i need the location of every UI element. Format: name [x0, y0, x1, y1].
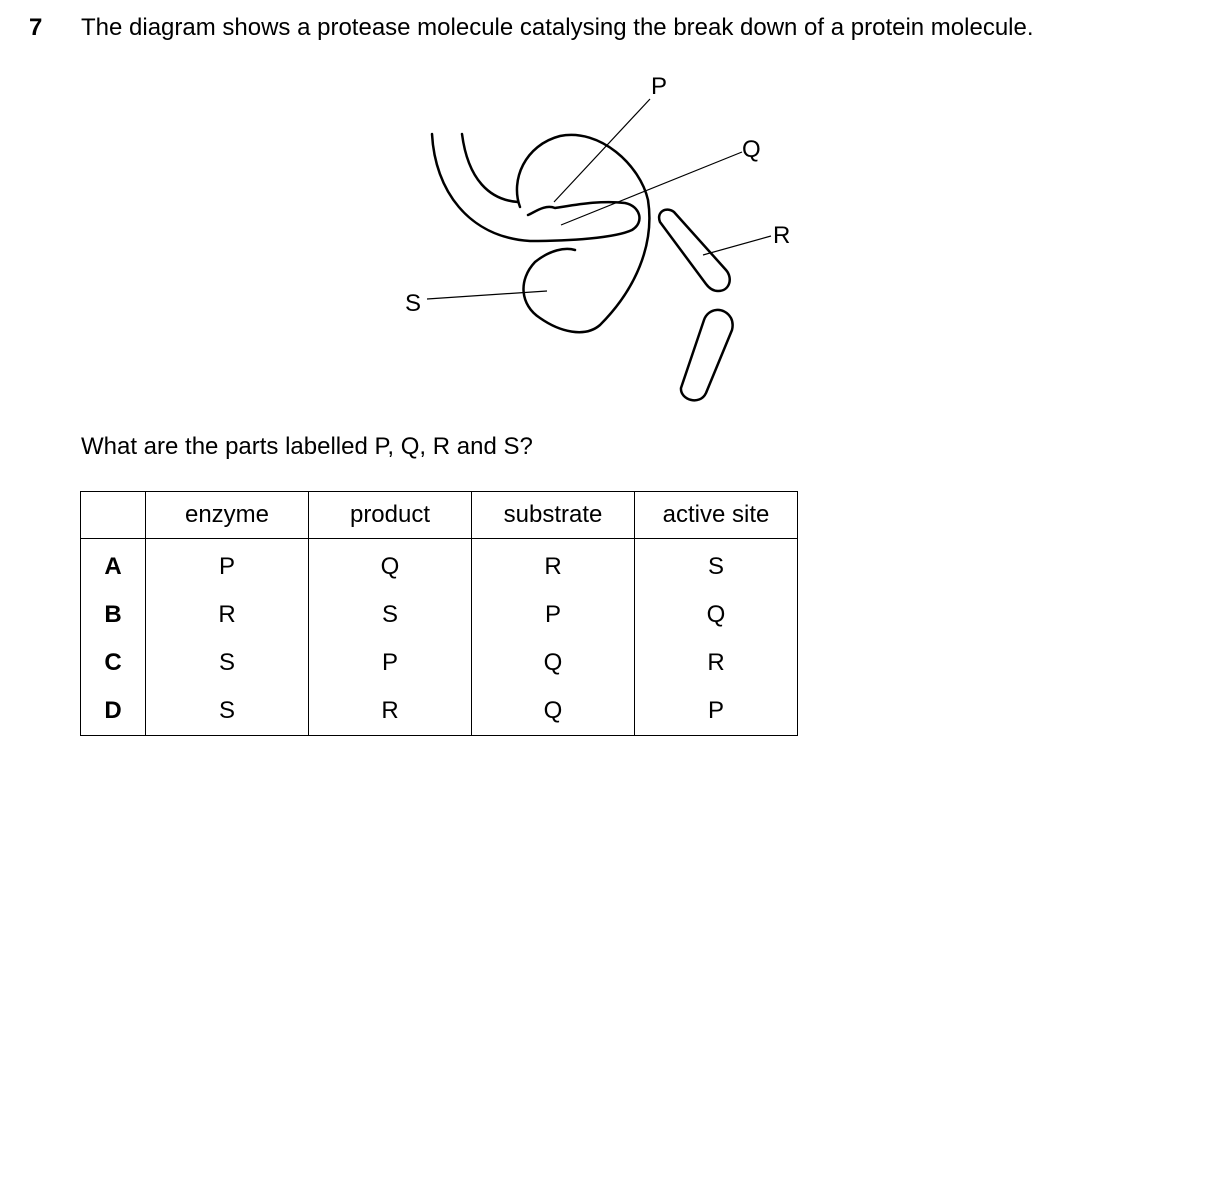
table-header-row	[81, 492, 798, 539]
cell-active-site: S	[635, 539, 798, 592]
question-prompt: What are the parts labelled P, Q, R and S?	[81, 433, 533, 460]
label-q: Q	[742, 136, 761, 163]
cell-product: S	[309, 591, 472, 639]
cell-product: Q	[309, 539, 472, 592]
label-p: P	[651, 73, 668, 100]
cell-active-site: P	[635, 687, 798, 736]
header-active-site: active site	[635, 492, 798, 539]
option-letter: D	[81, 687, 146, 736]
leader-line-q	[561, 152, 742, 225]
enzyme-outline	[517, 135, 649, 332]
option-row-b[interactable]	[81, 591, 798, 639]
cell-enzyme: S	[146, 639, 309, 687]
leader-line-r	[703, 236, 771, 255]
cell-substrate: R	[472, 539, 635, 592]
cell-substrate: Q	[472, 639, 635, 687]
leader-line-s	[427, 291, 547, 299]
option-row-a[interactable]	[81, 539, 798, 592]
question-number: 7	[29, 14, 43, 41]
protease-diagram	[380, 66, 800, 416]
cell-enzyme: P	[146, 539, 309, 592]
header-enzyme: enzyme	[146, 492, 309, 539]
cell-product: R	[309, 687, 472, 736]
option-letter: B	[81, 591, 146, 639]
cell-product: P	[309, 639, 472, 687]
substrate-inner-edge	[462, 134, 518, 202]
option-row-d[interactable]	[81, 687, 798, 736]
header-blank	[81, 492, 146, 539]
cell-substrate: P	[472, 591, 635, 639]
cell-enzyme: R	[146, 591, 309, 639]
leader-line-p	[554, 99, 650, 202]
question-stem: The diagram shows a protease molecule catalysing the break down of a protein molecule.	[81, 14, 1034, 41]
label-r: R	[773, 222, 791, 249]
option-letter: A	[81, 539, 146, 592]
cell-active-site: Q	[635, 591, 798, 639]
header-substrate: substrate	[472, 492, 635, 539]
answer-options-table	[80, 491, 798, 736]
cell-active-site: R	[635, 639, 798, 687]
option-row-c[interactable]	[81, 639, 798, 687]
option-letter: C	[81, 639, 146, 687]
label-s: S	[405, 290, 422, 317]
product-fragment-lower	[681, 310, 733, 400]
header-product: product	[309, 492, 472, 539]
cell-substrate: Q	[472, 687, 635, 736]
cell-enzyme: S	[146, 687, 309, 736]
